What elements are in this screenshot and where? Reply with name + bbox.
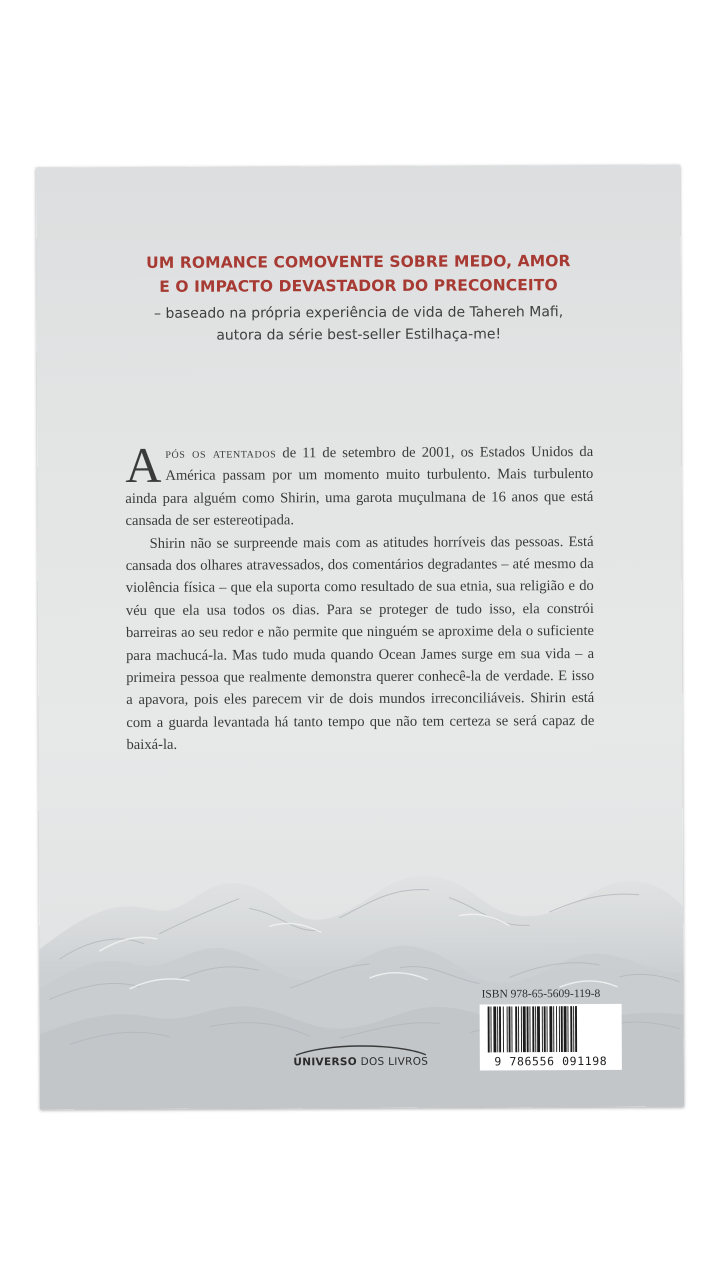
tagline-line-2: E O IMPACTO DEVASTADOR DO PRECONCEITO [159,276,558,296]
barcode-bar [493,1006,496,1052]
barcode-digits: 9 786556 091198 [494,1053,608,1069]
publisher-logo [276,1042,446,1069]
barcode-bar [556,1006,557,1052]
barcode-bar [523,1006,526,1052]
barcode-bar [559,1006,560,1052]
barcode-bar [553,1006,554,1052]
isbn-label: ISBN 978-65-5609-119-8 [481,987,601,1001]
barcode-bar [527,1006,529,1052]
synopsis-paragraph-2: Shirin não se surpreende mais com as atitudes horríveis das pessoas. Está cansada dos olhares atravessados, dos comentários degradantes – até mesmo da violência física – que ela suporta como resultado de sua etnia, sua religião e do véu que ela usa todos os dias. Para se proteger de tudo isso, ela constrói barreiras ao seu redor e não permite que ninguém se aproxime dela o suficiente para machucá-la. Mas tudo muda quando Ocean James surge em sua vida – a primeira pessoa que realmente demonstra querer conhecê-la de verdade. E isso a apavora, pois eles parecem vir de dois mundos irreconciliáveis. Shirin está com a guarda levantada há tanto tempo que não tem certeza se será capaz de baixá-la. [125,533,595,754]
barcode-bar [537,1006,540,1052]
barcode-bar [575,1006,577,1052]
barcode-bar [490,1006,491,1052]
barcode-bar [547,1006,548,1052]
drop-cap: A [125,436,162,494]
barcode-bar [499,1006,501,1052]
barcode-bar [570,1006,572,1052]
barcode-bar [518,1006,519,1052]
barcode-bar [535,1006,536,1052]
barcode-bar [573,1006,574,1052]
barcode-bar [542,1006,543,1052]
barcode-bar [515,1006,517,1052]
subtitle-line-1: – baseado na própria experiência de vida de Tahereh Mafi, [153,304,564,322]
barcode-bars [486,1006,616,1053]
barcode-bar [497,1006,498,1052]
barcode [480,1004,622,1071]
paragraph-1-text: de 11 de setembro de 2001, os Estados Unidos da América passam por um momento muito turbulento. Mais turbulento ainda para alguém como Shirin, uma garota muçulmana de 16 anos que está cansada de ser estereotipada. [125,443,594,530]
barcode-bar [549,1006,552,1052]
barcode-bar [503,1006,504,1052]
book-back-cover [36,165,684,1110]
tagline-line-1: UM ROMANCE COMOVENTE SOBRE MEDO, AMOR [146,252,571,272]
barcode-bar [511,1006,512,1052]
opening-small-caps: pós os atentados [165,445,277,462]
barcode-bar [507,1006,508,1052]
publisher-name-rest: DOS LIVROS [356,1055,429,1069]
tagline [36,249,680,300]
barcode-bar [532,1006,534,1052]
barcode-bar [509,1006,511,1052]
publisher-arc-icon [286,1042,436,1057]
subtitle [37,301,681,348]
synopsis [125,436,595,757]
publisher-name [276,1056,446,1069]
barcode-bar [567,1006,568,1052]
barcode-bar [561,1006,563,1052]
publisher-name-bold: UNIVERSO [293,1056,357,1069]
barcode-bar [544,1006,546,1052]
subtitle-line-2: autora da série best-seller Estilhaça-me! [216,326,502,344]
barcode-bar [529,1006,530,1052]
barcode-bar [488,1006,490,1052]
barcode-bar [564,1006,567,1052]
synopsis-paragraph-1 [125,436,594,533]
barcode-bar [521,1006,522,1052]
